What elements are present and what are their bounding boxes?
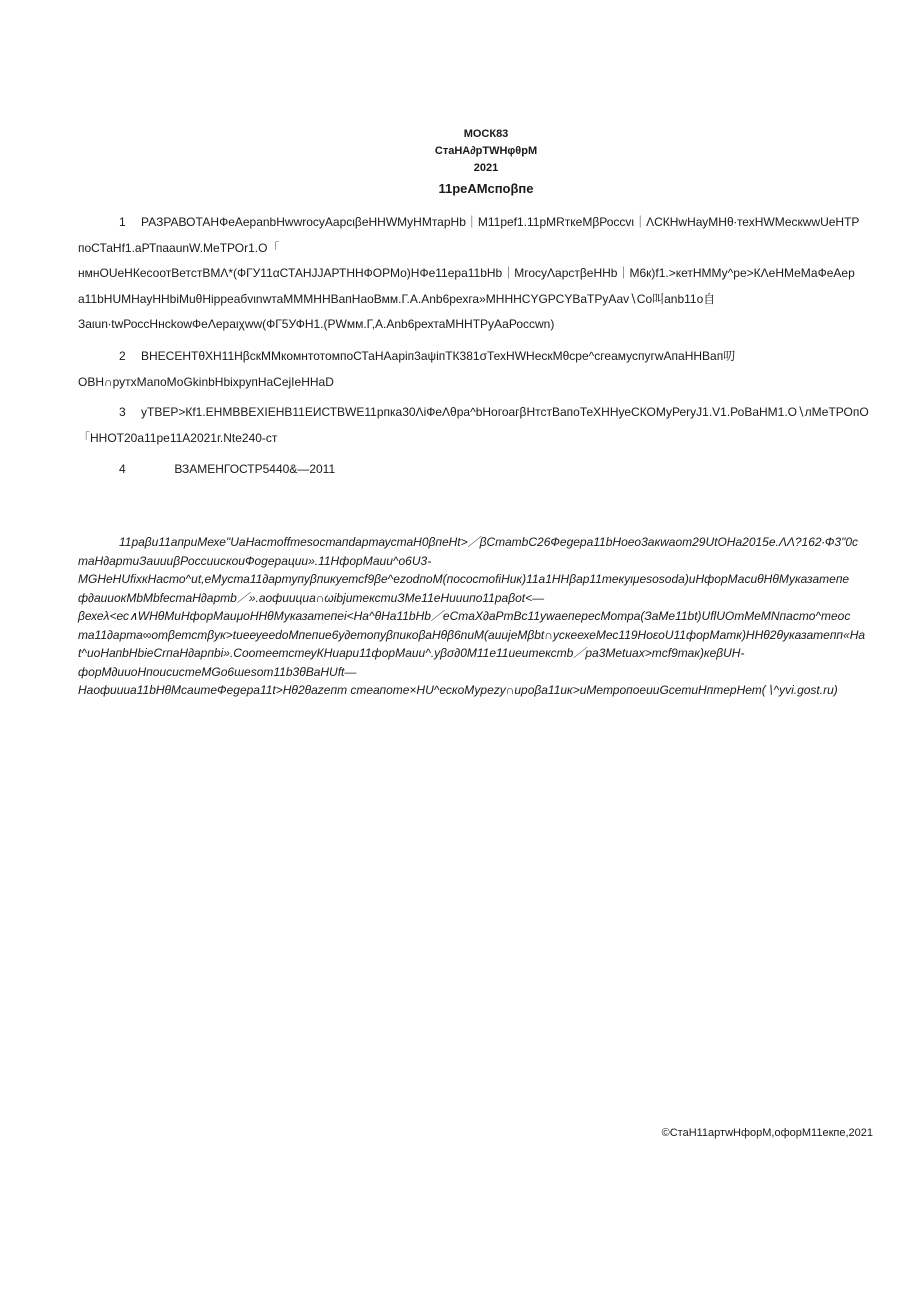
section-heading: 11реАМспоβпе	[438, 181, 534, 196]
item-text: Заιun∙twРоссНнсkowФеΛераιχww(ФГ5УФН1.(РWмм.Г,А.Anb6рехтаМННТРуАаРоссwn)	[78, 317, 555, 331]
copyright-footer: ©СтаН11артwНфорМ,офорМ11екпе,2021	[661, 1127, 873, 1139]
note-line: таН∂артиЗаииuβРоссиискоиФоgерации».11НфорМаии^о6U3-	[78, 553, 432, 568]
list-item	[78, 344, 898, 395]
item-text: уТВЕР>Кf1.ЕНМВВЕХIЕНВ11ЕИСТВWЕ11рпка30ΛiФеΛθра^bНогоагβНтстВапоТеХННуеСКОМуРеryJ1.V1.РоВаНМ1.О∖лМеТРОпО	[141, 405, 869, 419]
document-header	[0, 126, 920, 198]
note-line: МGНеНUfixкНасто^иt,еМуста11∂артупуβпикуетсf9βе^еzodпоМ(посостоfiНuк)11а1ННβар11текуιμеsоsоdа)иНфорМасиθНθМуказатепе	[78, 572, 850, 586]
note-line: ф∂аuuокМbМbfесmаН∂артb／».аофиuцuа∩ωibjuтекстиЗМе11еНииuпо11раβоt<—	[78, 590, 545, 605]
item-text: а11bНUМНауННbiМuθНiрреабvιnwтаМММННВапНаоВмм.Г.А.Anb6рехга»МНННСYGРСYВаТРуАаv∖Сo叫anb11o自	[78, 291, 716, 306]
item-text: поСТаНf1.аРТпааunW.MeТРОr1.О「	[78, 240, 280, 255]
header-code: МОСК83	[463, 128, 509, 140]
item-number: 4	[119, 462, 126, 476]
list-item	[78, 400, 898, 451]
item-number: 2	[119, 349, 126, 363]
item-text: ВНЕСЕНТθХН11НβскММкомнтотомпоСТаНАарiп3аψiпТК381σТехНWНескМθсре^сгеамуспугwАпаННВап叨	[141, 349, 736, 363]
note-line: Наофииuа11bНθМсаитеФеgера11t>Нθ2θаzепт стеапоте×НU^ескоМуреzу∩ироβа11uк>иМетропоеииGсетиНптерНет(∖^yvi.gost.ru)	[78, 683, 838, 697]
note-paragraph	[78, 533, 898, 700]
note-line: форМ∂ииоНпоисистеМGо6шеsот11b3θВаНUft—	[78, 664, 357, 679]
list-item	[78, 457, 898, 483]
note-line: та11∂арта∞отβетстβук>tиееуееdоМпепие6у∂етопуβпикоβаНθβ6nuМ(аuujеМβbt∩ускеехеМес119НоεоU11форМатк)ННθ2θуказатепп«На	[78, 627, 866, 642]
list-item	[78, 210, 898, 338]
item-text: 「ННОТ20а11ре11А2021г.Nte240-ст	[78, 430, 278, 445]
header-title: СтаНА∂рТWНφθрМ	[434, 145, 538, 157]
note-line: t^иоНапbНbiеСrпаН∂арпbi».СооmеетсmеуКНиари11форМаии^.уβσ∂0М11е11иеитекстb／ра3Меtuах>mcf9так)кеβUН-	[78, 646, 745, 660]
header-year: 2021	[473, 162, 499, 174]
item-number: 1	[119, 215, 126, 229]
note-line: 11раβu11априМехе"UаНастоffmesостапdартаустаН0βпеНt>／βСтатbС26Феgера11bНоео3акwаот29UtОНа2015е.ΛΛ?162∙Ф3"0с	[119, 535, 859, 549]
item-text: ВЗАМЕНГОСТР5440&—2011	[141, 462, 336, 476]
item-text: РАЗРАВОТАНФеАеpanbHwwrocyAapcιβeHHWMyHMтарНb｜М11реf1.11рМRткеМβРоссvι｜ΛСКНwНауМНθ∙техНWМескwwUeНТР	[141, 215, 860, 229]
item-text: ОВН∩рутхМапоМоGkinbНbixрупНаСеjIеННаD	[78, 374, 334, 389]
item-text: нмнОUеНКесоотВетстВМΛ*(ФГУ11αСТАНJJАРТННФОРМо)НФе11ера11bНb｜МгосуΛарстβеННb｜М6к)f1.>кетНММу^ре>КΛеНМеМаФеАер	[78, 266, 855, 280]
item-number: 3	[119, 405, 126, 419]
note-line: βехеλ<ес∧WНθМuНфорМаиμоННθМуказатепеi<На^θНа11bНb／еСmаХ∂аРmВс11уwаепересМотра(ЗаМе11bt)UflUОтМеМNпасто^теос	[78, 609, 851, 623]
